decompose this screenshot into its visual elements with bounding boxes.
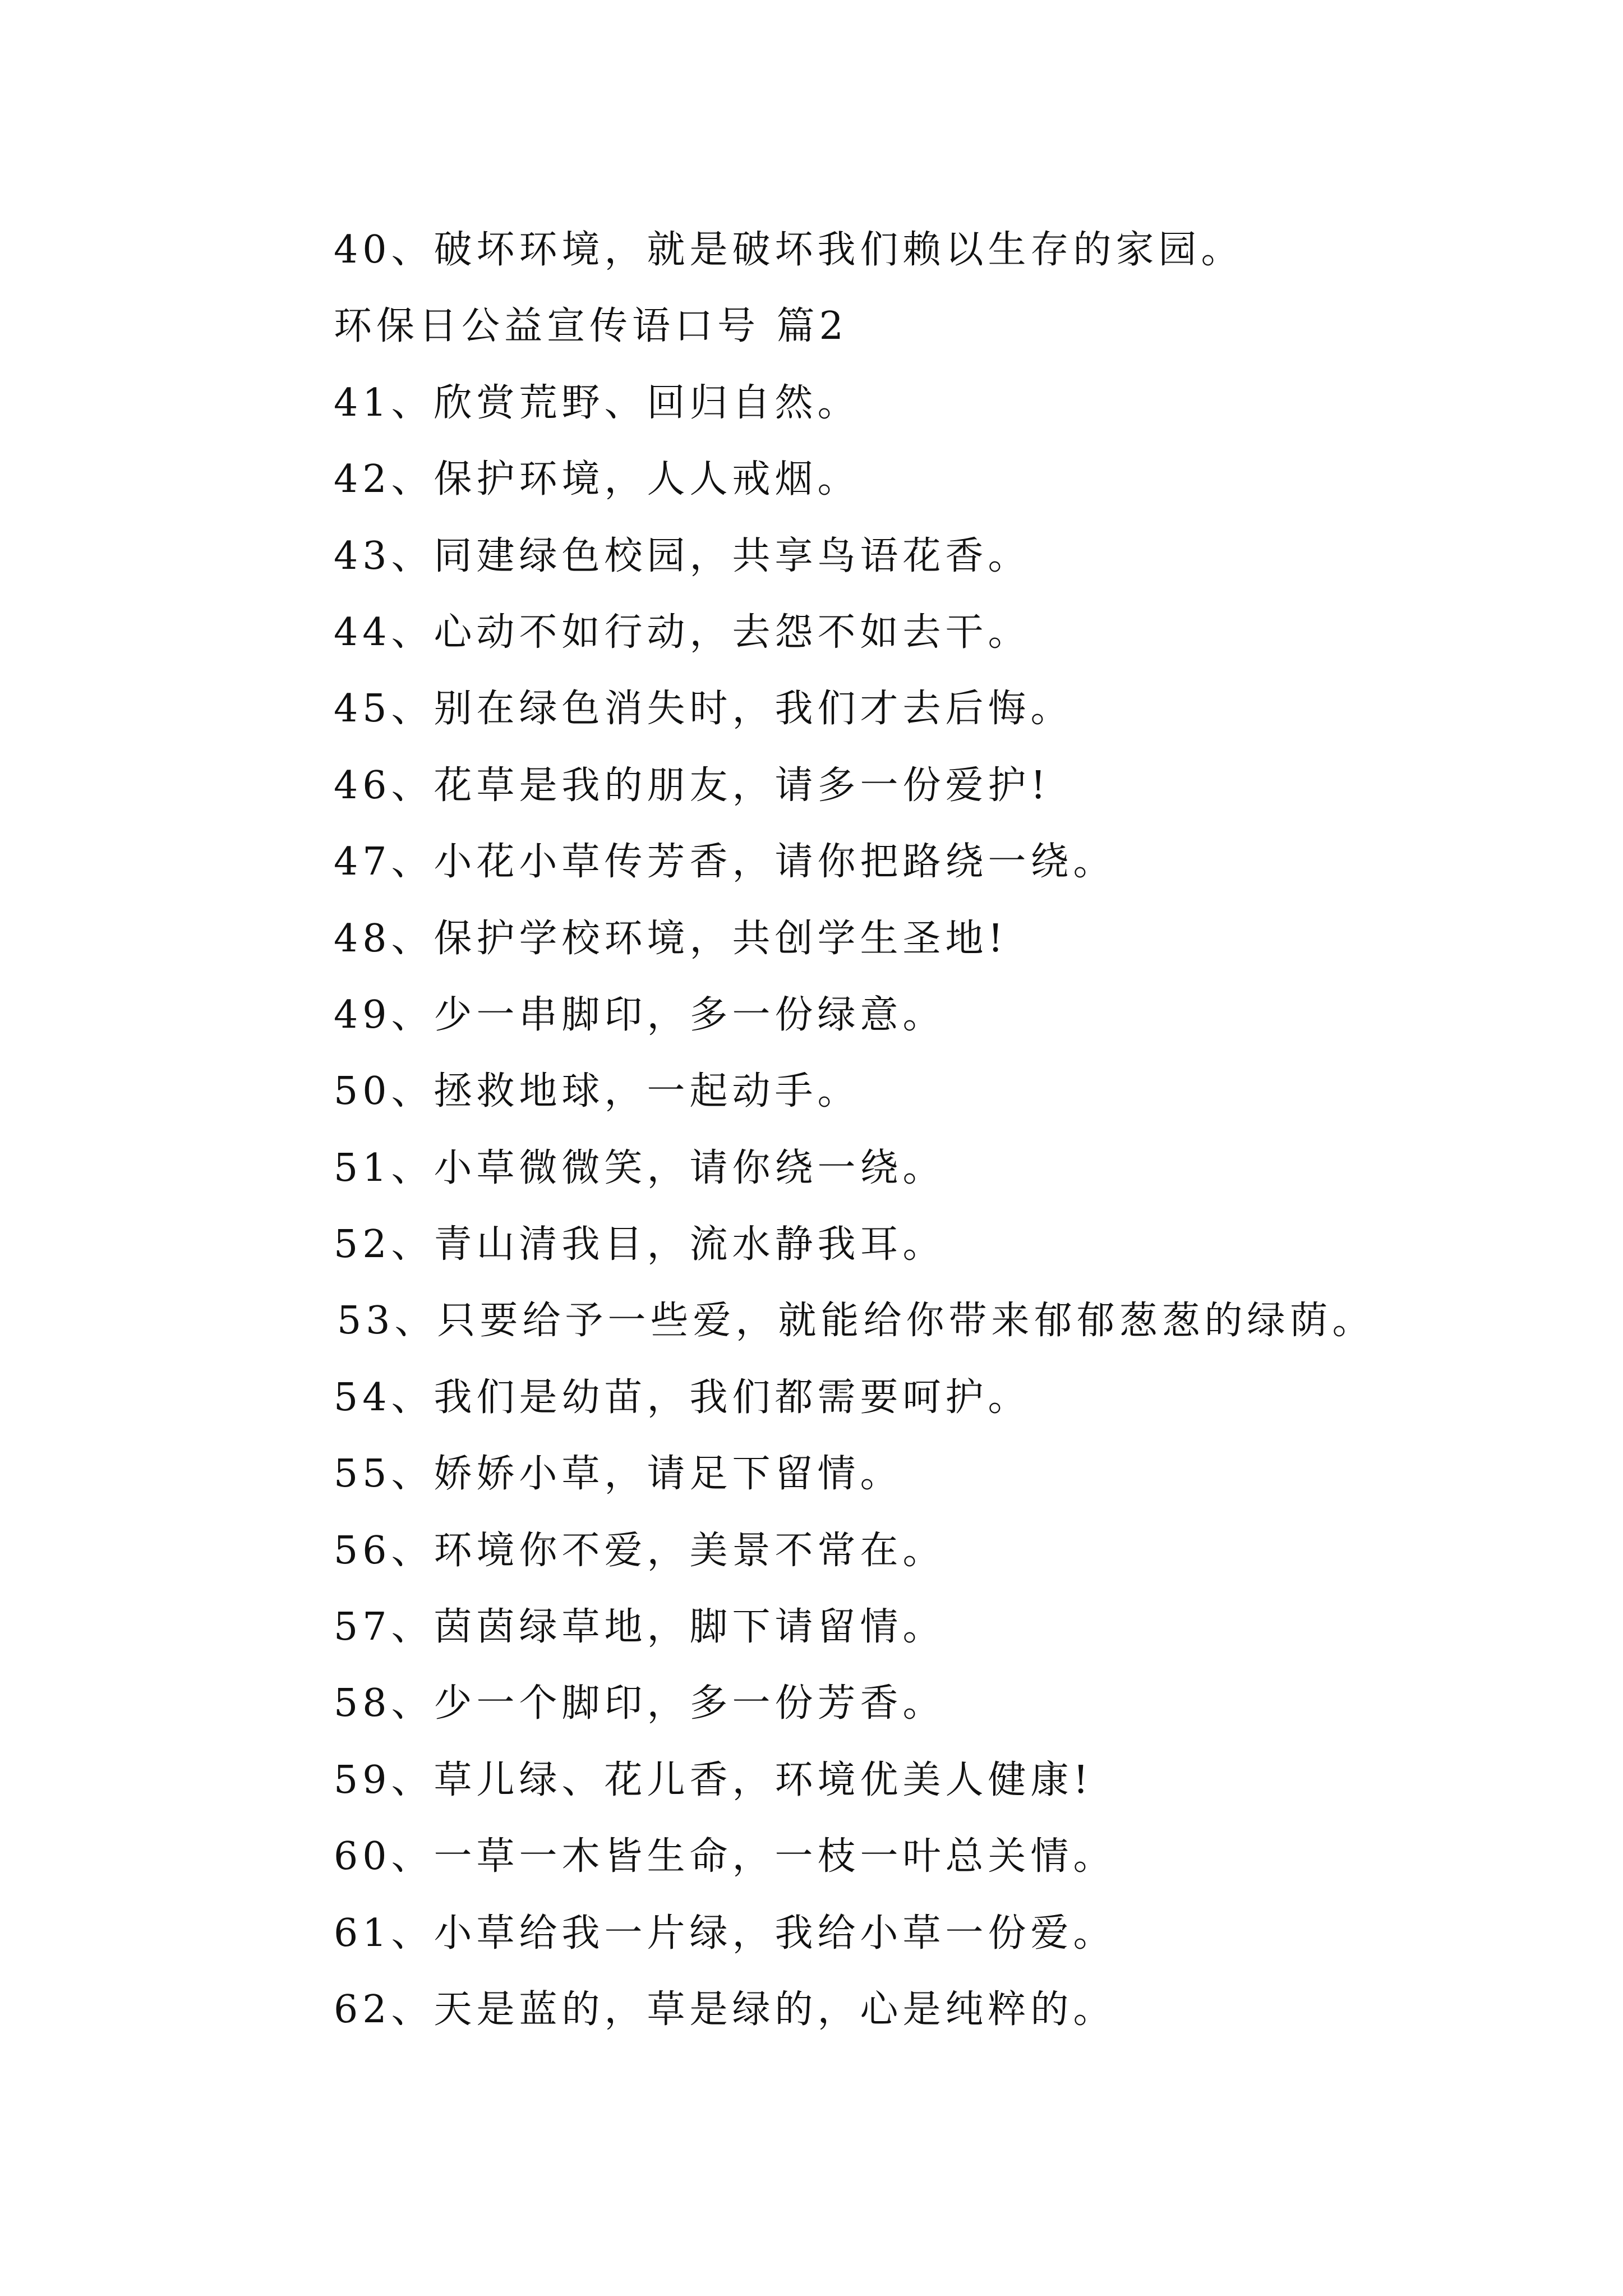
slogan-line-59: 59、草儿绿、花儿香，环境优美人健康! <box>334 1757 1093 1802</box>
slogan-line-50: 50、拯救地球，一起动手。 <box>334 1069 860 1114</box>
slogan-line-40: 40、破坏环境，就是破坏我们赖以生存的家园。 <box>334 228 1244 272</box>
slogan-line-52: 52、青山清我目，流水静我耳。 <box>334 1222 946 1267</box>
slogan-line-44: 44、心动不如行动，去怨不如去干。 <box>334 610 1031 655</box>
slogan-line-46: 46、花草是我的朋友，请多一份爱护! <box>334 763 1050 808</box>
slogan-line-62: 62、天是蓝的，草是绿的，心是纯粹的。 <box>334 1987 1116 2032</box>
slogan-line-41: 41、欣赏荒野、回归自然。 <box>334 380 860 425</box>
slogan-line-57: 57、茵茵绿草地，脚下请留情。 <box>334 1605 946 1650</box>
slogan-line-55: 55、娇娇小草，请足下留情。 <box>334 1452 903 1497</box>
slogan-line-45: 45、别在绿色消失时，我们才去后悔。 <box>334 687 1073 731</box>
slogan-line-56: 56、环境你不爱，美景不常在。 <box>334 1528 946 1573</box>
slogan-line-53: 53、只要给予一些爱，就能给你带来郁郁葱葱的绿荫。 <box>337 1299 1375 1343</box>
slogan-line-42: 42、保护环境，人人戒烟。 <box>334 457 860 502</box>
slogan-list <box>334 212 1567 2048</box>
slogan-line-54: 54、我们是幼苗，我们都需要呵护。 <box>334 1375 1031 1420</box>
slogan-line-61: 61、小草给我一片绿，我给小草一份爱。 <box>334 1911 1116 1955</box>
slogan-line-51: 51、小草微微笑，请你绕一绕。 <box>334 1145 946 1190</box>
slogan-line-58: 58、少一个脚印，多一份芳香。 <box>334 1681 946 1726</box>
slogan-line-43: 43、同建绿色校园，共享鸟语花香。 <box>334 533 1031 578</box>
slogan-line-60: 60、一草一木皆生命，一枝一叶总关情。 <box>334 1834 1116 1879</box>
slogan-line-47: 47、小花小草传芳香，请你把路绕一绕。 <box>334 840 1116 885</box>
slogan-line-48: 48、保护学校环境，共创学生圣地! <box>334 916 1008 961</box>
slogan-line-49: 49、少一串脚印，多一份绿意。 <box>334 992 946 1037</box>
section-heading: 环保日公益宣传语口号 篇2 <box>334 304 848 349</box>
